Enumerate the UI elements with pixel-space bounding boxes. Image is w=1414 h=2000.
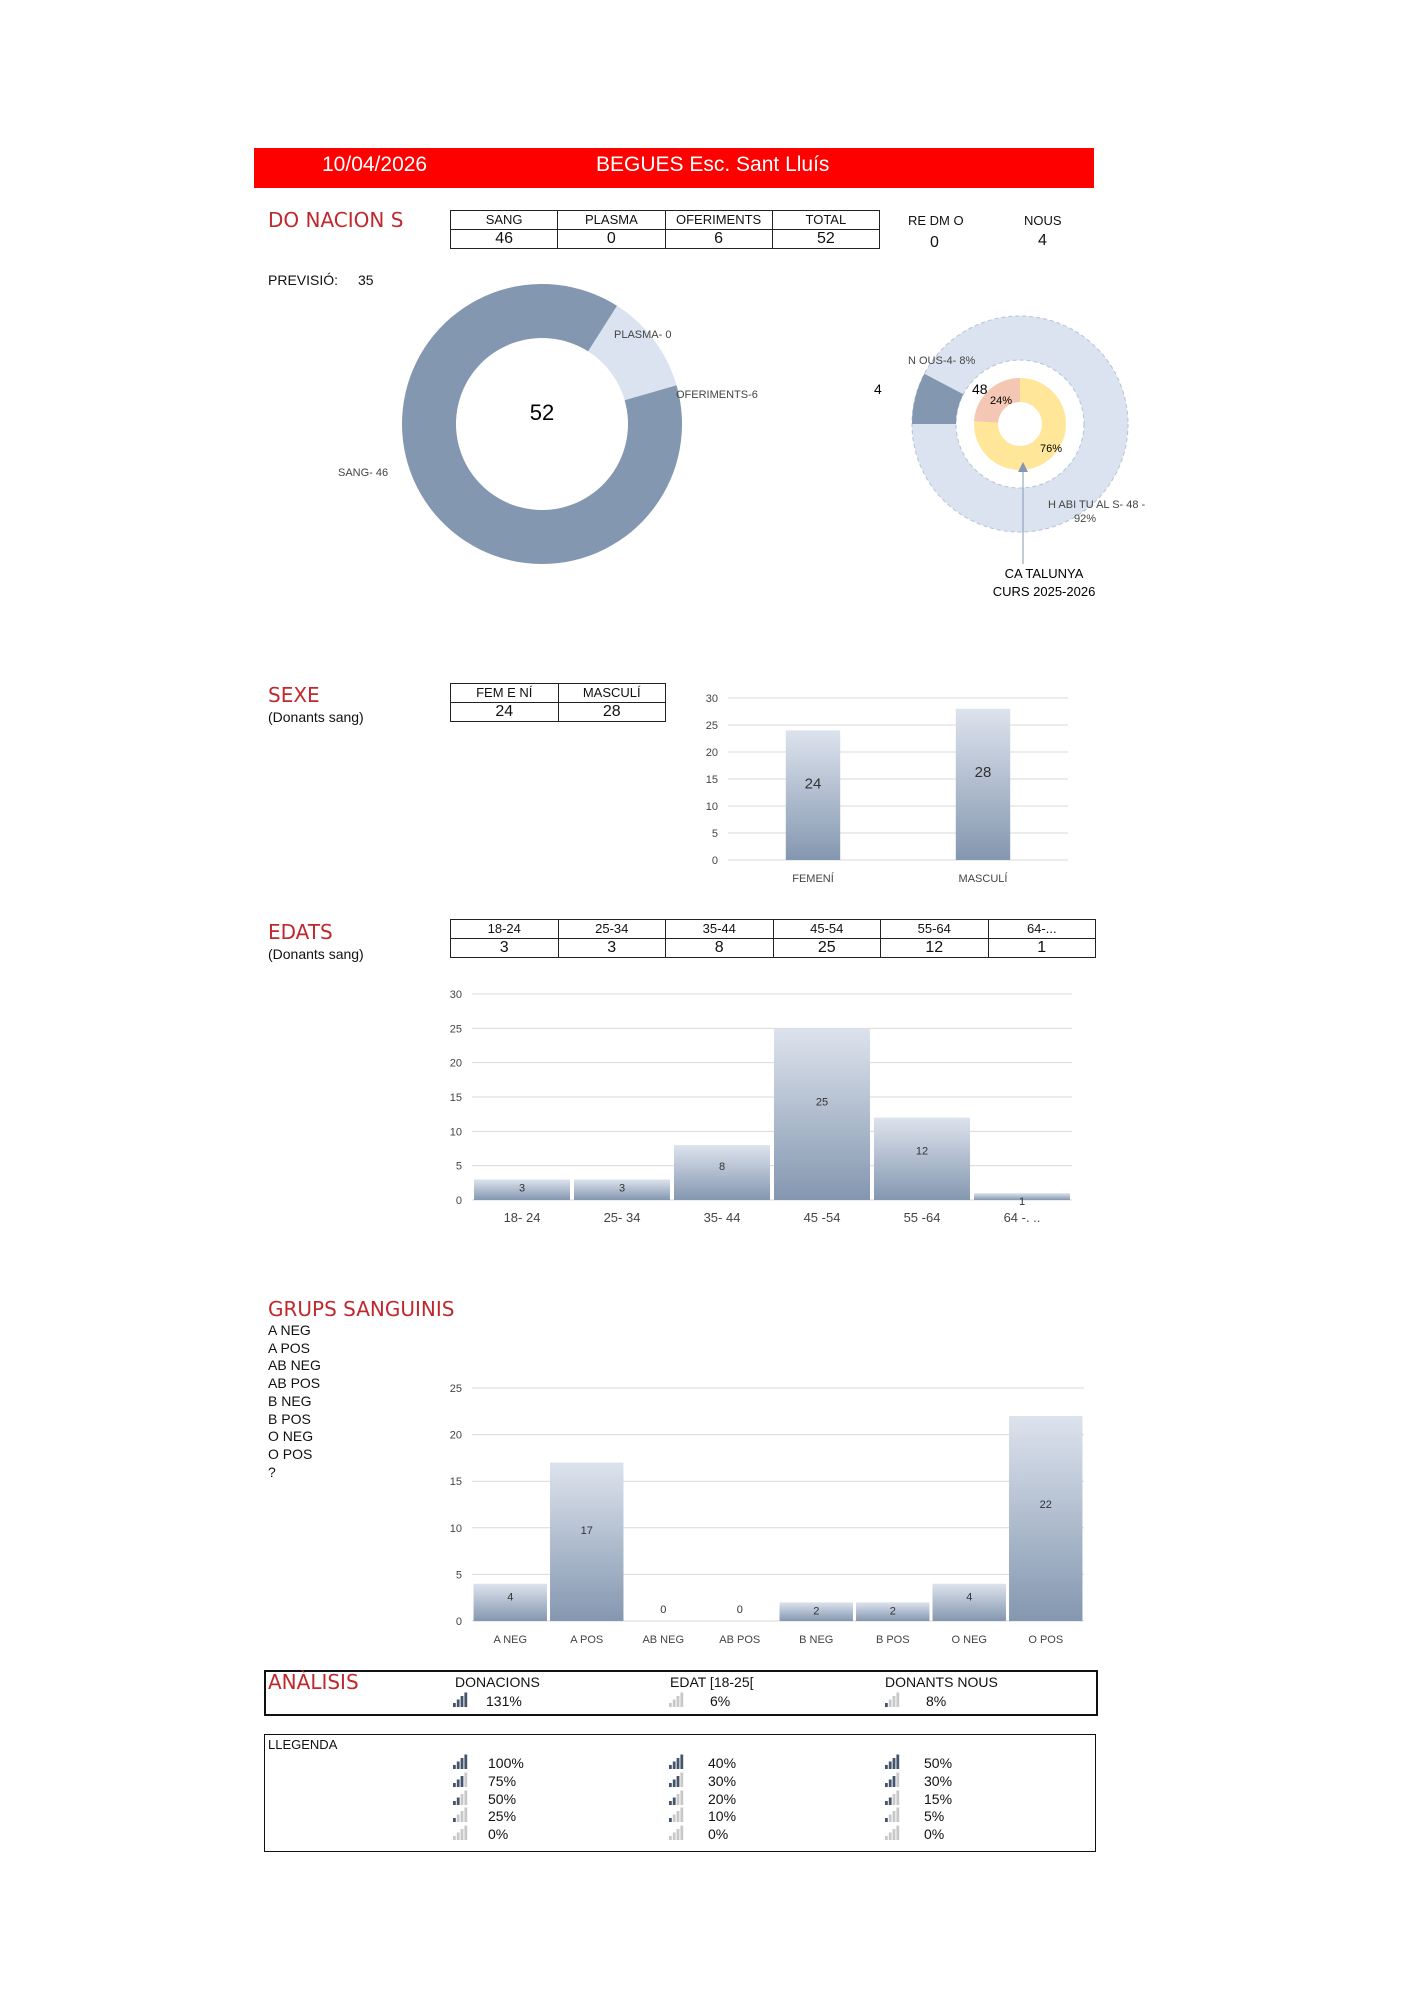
signal-bar (885, 1836, 888, 1840)
bar-value-label: 4 (966, 1591, 973, 1604)
signal-bar (896, 1826, 899, 1841)
donut-main-chart (320, 280, 758, 580)
bar-value-label: 4 (507, 1591, 514, 1604)
signal-bar (893, 1794, 896, 1805)
y-tick-label: 5 (711, 828, 718, 840)
signal-bar (677, 1829, 680, 1840)
analysis-item-label: EDAT [18-25[ (670, 1674, 754, 1690)
redmo-value: 0 (930, 234, 939, 251)
legend-value: 20% (708, 1790, 737, 1807)
signal-bar (677, 1776, 680, 1787)
bar (786, 730, 840, 860)
ages-col-label: 55-64 (881, 920, 989, 939)
signal-bar (453, 1801, 456, 1805)
legend-title: LLEGENDA (268, 1737, 338, 1752)
signal-bar (896, 1755, 899, 1770)
legend-value: 30% (708, 1772, 737, 1789)
analysis-item-value: 131% (486, 1693, 522, 1709)
ages-col-value: 3 (451, 939, 559, 958)
habitual-value: 48 (972, 381, 988, 397)
new-value: 4 (874, 381, 882, 397)
signal-bars-icon (884, 1825, 900, 1841)
signal-bars-icon (884, 1692, 900, 1708)
signal-bars-icon (884, 1790, 900, 1806)
bar (874, 1118, 970, 1200)
sex-col-label: FEM E NÍ (451, 684, 559, 703)
inner-pct-b: 76% (1040, 443, 1063, 455)
signal-bar (673, 1833, 676, 1841)
signal-bars-icon (668, 1772, 684, 1788)
bar-value-label: 2 (889, 1605, 896, 1618)
bar-value-label: 1 (1018, 1196, 1026, 1209)
ages-col-value: 25 (773, 939, 881, 958)
sex-col-value: 28 (558, 703, 666, 722)
donations-col-value: 52 (772, 230, 879, 249)
signal-bar (680, 1693, 683, 1708)
signal-bar (669, 1765, 672, 1769)
analysis-item-label: DONACIONS (455, 1674, 540, 1690)
category-label: AB POS (719, 1634, 761, 1646)
y-tick-label: 5 (455, 1160, 462, 1173)
signal-bars-icon (668, 1754, 684, 1770)
blood-group-item: AB POS (268, 1375, 321, 1392)
y-tick-label: 0 (455, 1195, 462, 1207)
analysis-item-value: 6% (710, 1693, 731, 1709)
bar-value-label: 12 (915, 1145, 929, 1158)
category-label: O POS (1028, 1634, 1064, 1646)
signal-bar (680, 1790, 683, 1805)
signal-bar (673, 1700, 676, 1708)
signal-bar (461, 1829, 464, 1840)
signal-bar (896, 1693, 899, 1708)
signal-bar (457, 1815, 460, 1823)
signal-bar (893, 1758, 896, 1769)
analysis-title: ANÀLISIS (268, 1670, 359, 1694)
y-tick-label: 20 (449, 1429, 462, 1442)
signal-bar (464, 1772, 467, 1787)
redmo-label: RE DM O (908, 213, 964, 228)
ages-subtitle: (Donants sang) (268, 946, 364, 962)
y-tick-label: 0 (711, 855, 718, 867)
signal-bar (885, 1818, 888, 1822)
legend-value: 25% (488, 1808, 517, 1825)
signal-bar (896, 1772, 899, 1787)
signal-bar (885, 1783, 888, 1787)
signal-bar (461, 1758, 464, 1769)
legend-value: 0% (488, 1826, 509, 1843)
blood-group-item: O POS (268, 1445, 313, 1462)
signal-bar (885, 1765, 888, 1769)
category-label: A POS (570, 1634, 604, 1646)
sex-col-value: 24 (451, 703, 559, 722)
signal-bar (673, 1762, 676, 1770)
signal-bars-icon (452, 1807, 468, 1823)
ages-col-label: 35-44 (666, 920, 774, 939)
ages-col-value: 1 (988, 939, 1096, 958)
signal-bar (453, 1703, 456, 1707)
signal-bars-icon (452, 1772, 468, 1788)
ages-col-label: 18-24 (451, 920, 559, 939)
category-label: O NEG (951, 1634, 987, 1646)
sex-table (450, 683, 666, 722)
signal-bar (673, 1779, 676, 1787)
bar-value-label: 22 (1039, 1499, 1052, 1512)
y-tick-label: 0 (455, 1616, 462, 1628)
y-tick-label: 15 (449, 1476, 462, 1489)
category-label: 18- 24 (503, 1210, 541, 1225)
donut-label-oferiments: OFERIMENTS-6 (676, 389, 758, 401)
analysis-item-label: DONANTS NOUS (885, 1674, 998, 1690)
signal-bar (461, 1776, 464, 1787)
analysis-item-value: 8% (926, 1693, 947, 1709)
signal-bar (889, 1797, 892, 1805)
nous-label: NOUS (1024, 213, 1062, 228)
signal-bar (889, 1779, 892, 1787)
y-tick-label: 30 (705, 693, 718, 705)
signal-bar (669, 1783, 672, 1787)
signal-bar (464, 1755, 467, 1770)
bar (550, 1463, 623, 1621)
signal-bar (896, 1790, 899, 1805)
ages-title: EDATS (268, 920, 333, 944)
y-tick-label: 20 (449, 1057, 462, 1070)
donations-col-label: PLASMA (558, 211, 665, 230)
signal-bar (680, 1808, 683, 1823)
signal-bar (889, 1833, 892, 1841)
legend-value: 75% (488, 1772, 517, 1789)
category-label: 45 -54 (803, 1210, 841, 1225)
bar-value-label: 8 (718, 1160, 726, 1173)
signal-bars-icon (884, 1807, 900, 1823)
signal-bar (673, 1797, 676, 1805)
signal-bar (893, 1776, 896, 1787)
legend-value: 5% (924, 1808, 945, 1825)
donations-col-label: OFERIMENTS (665, 211, 772, 230)
signal-bars-icon (668, 1825, 684, 1841)
previsio-label: PREVISIÓ: (268, 272, 339, 288)
signal-bar (889, 1815, 892, 1823)
legend-value: 40% (708, 1755, 737, 1771)
signal-bar (669, 1801, 672, 1805)
legend-value: 30% (924, 1772, 953, 1789)
blood-group-item: A NEG (268, 1322, 311, 1338)
legend-value: 0% (924, 1826, 945, 1843)
donut-main-center: 52 (529, 400, 555, 425)
legend-value: 50% (488, 1790, 517, 1807)
y-tick-label: 10 (449, 1126, 462, 1139)
legend-value: 15% (924, 1790, 953, 1807)
donations-col-value: 46 (451, 230, 558, 249)
blood-group-list (268, 1322, 321, 1481)
category-label: B NEG (799, 1634, 834, 1646)
signal-bar (885, 1801, 888, 1805)
note-line1: CA TALUNYA (1004, 566, 1084, 581)
blood-group-item: O NEG (268, 1428, 314, 1445)
signal-bar (453, 1765, 456, 1769)
signal-bar (677, 1811, 680, 1822)
bar-value-label: 2 (813, 1605, 820, 1618)
legend-value: 10% (708, 1808, 737, 1825)
bar (956, 709, 1010, 860)
signal-bars-icon (884, 1772, 900, 1788)
signal-bar (457, 1700, 460, 1708)
signal-bars-icon (884, 1754, 900, 1770)
legend-value: 50% (924, 1755, 953, 1771)
signal-bar (896, 1808, 899, 1823)
y-tick-label: 25 (449, 1023, 462, 1036)
y-tick-label: 20 (705, 747, 718, 759)
bar-value-label: 0 (736, 1604, 743, 1616)
signal-bars-icon (668, 1790, 684, 1806)
signal-bar (669, 1818, 672, 1822)
sex-title: SEXE (268, 683, 320, 707)
bar-value-label: 3 (618, 1182, 626, 1195)
y-tick-label: 30 (449, 989, 462, 1001)
legend-value: 0% (708, 1826, 729, 1843)
signal-bar (461, 1811, 464, 1822)
signal-bars-icon (668, 1807, 684, 1823)
blood-group-item: B NEG (268, 1392, 312, 1409)
donut-new-chart (860, 300, 1160, 610)
category-label: 64 -. .. (1003, 1210, 1041, 1225)
signal-bar (889, 1762, 892, 1770)
signal-bar (677, 1696, 680, 1707)
donut-label-plasma: PLASMA- 0 (614, 329, 672, 341)
new-label: N OUS-4- 8% (908, 355, 976, 367)
category-label: 55 -64 (903, 1210, 941, 1225)
signal-bar (453, 1818, 456, 1822)
signal-bar (464, 1808, 467, 1823)
ages-col-label: 25-34 (558, 920, 666, 939)
ages-col-value: 12 (881, 939, 989, 958)
signal-bar (457, 1797, 460, 1805)
donut-label-sang: SANG- 46 (338, 467, 389, 479)
bar-value-label: 0 (660, 1604, 667, 1616)
donations-title: DO NACION S (268, 208, 404, 232)
bar-value-label: 3 (518, 1182, 526, 1195)
donations-table (450, 210, 880, 249)
signal-bar (889, 1700, 892, 1708)
blood-group-item: AB NEG (268, 1357, 321, 1374)
bar-value-label: 24 (804, 775, 822, 793)
sex-col-label: MASCULÍ (558, 684, 666, 703)
category-label: A NEG (493, 1634, 528, 1646)
signal-bars-icon (668, 1692, 684, 1708)
legend-value: 100% (488, 1755, 524, 1771)
ages-table (450, 919, 1096, 958)
note-line2: CURS 2025-2026 (992, 584, 1096, 599)
signal-bar (680, 1826, 683, 1841)
signal-bars-icon (452, 1692, 468, 1708)
signal-bar (669, 1703, 672, 1707)
category-label: AB NEG (642, 1634, 685, 1646)
signal-bar (457, 1779, 460, 1787)
donations-col-value: 6 (665, 230, 772, 249)
blood-title: GRUPS SANGUINIS (268, 1297, 455, 1321)
y-tick-label: 25 (705, 720, 718, 732)
blood-chart (440, 1370, 1100, 1646)
sex-chart (700, 684, 1100, 884)
category-label: 35- 44 (703, 1210, 741, 1225)
bar-value-label: 17 (580, 1524, 593, 1537)
blood-group-item: ? (268, 1463, 276, 1480)
category-label: FEMENÍ (792, 873, 834, 885)
header-date: 10/04/2026 (322, 153, 428, 176)
y-tick-label: 25 (449, 1383, 462, 1395)
bar-value-label: 25 (815, 1096, 829, 1109)
signal-bar (453, 1836, 456, 1840)
signal-bars-icon (452, 1790, 468, 1806)
habitual-label-2: 92% (1074, 513, 1097, 525)
signal-bar (453, 1783, 456, 1787)
signal-bar (893, 1829, 896, 1840)
y-tick-label: 10 (705, 801, 718, 813)
signal-bar (680, 1772, 683, 1787)
y-tick-label: 15 (449, 1092, 462, 1104)
ages-col-value: 3 (558, 939, 666, 958)
ages-chart (440, 978, 1100, 1268)
inner-pct-a: 24% (990, 395, 1013, 407)
ages-col-value: 8 (666, 939, 774, 958)
habitual-label-1: H ABI TU AL S- 48 - (1048, 499, 1146, 511)
header-center: BEGUES Esc. Sant Lluís (596, 153, 830, 176)
signal-bar (457, 1833, 460, 1841)
y-tick-label: 5 (455, 1569, 462, 1582)
category-label: 25- 34 (603, 1210, 641, 1225)
bar (1009, 1416, 1082, 1621)
y-tick-label: 10 (449, 1522, 462, 1535)
signal-bar (669, 1836, 672, 1840)
signal-bar (673, 1815, 676, 1823)
y-tick-label: 15 (705, 774, 718, 786)
signal-bar (464, 1790, 467, 1805)
signal-bar (677, 1794, 680, 1805)
signal-bar (457, 1762, 460, 1770)
signal-bar (885, 1703, 888, 1707)
sex-subtitle: (Donants sang) (268, 709, 364, 725)
signal-bars-icon (452, 1825, 468, 1841)
signal-bar (677, 1758, 680, 1769)
signal-bar (464, 1693, 467, 1708)
signal-bars-icon (452, 1754, 468, 1770)
ages-col-label: 64-... (988, 920, 1096, 939)
donations-col-label: SANG (451, 211, 558, 230)
donations-col-value: 0 (558, 230, 665, 249)
signal-bar (680, 1755, 683, 1770)
donations-col-label: TOTAL (772, 211, 879, 230)
category-label: B POS (875, 1634, 910, 1646)
signal-bar (461, 1696, 464, 1707)
previsio-value: 35 (358, 272, 374, 288)
signal-bar (464, 1826, 467, 1841)
blood-group-item: A POS (268, 1339, 311, 1356)
nous-value: 4 (1038, 232, 1047, 249)
signal-bar (893, 1811, 896, 1822)
bar (774, 1028, 870, 1200)
ages-col-label: 45-54 (773, 920, 881, 939)
bar-value-label: 28 (974, 763, 992, 781)
category-label: MASCULÍ (958, 873, 1008, 885)
blood-group-item: B POS (268, 1410, 311, 1427)
signal-bar (461, 1794, 464, 1805)
signal-bar (893, 1696, 896, 1707)
